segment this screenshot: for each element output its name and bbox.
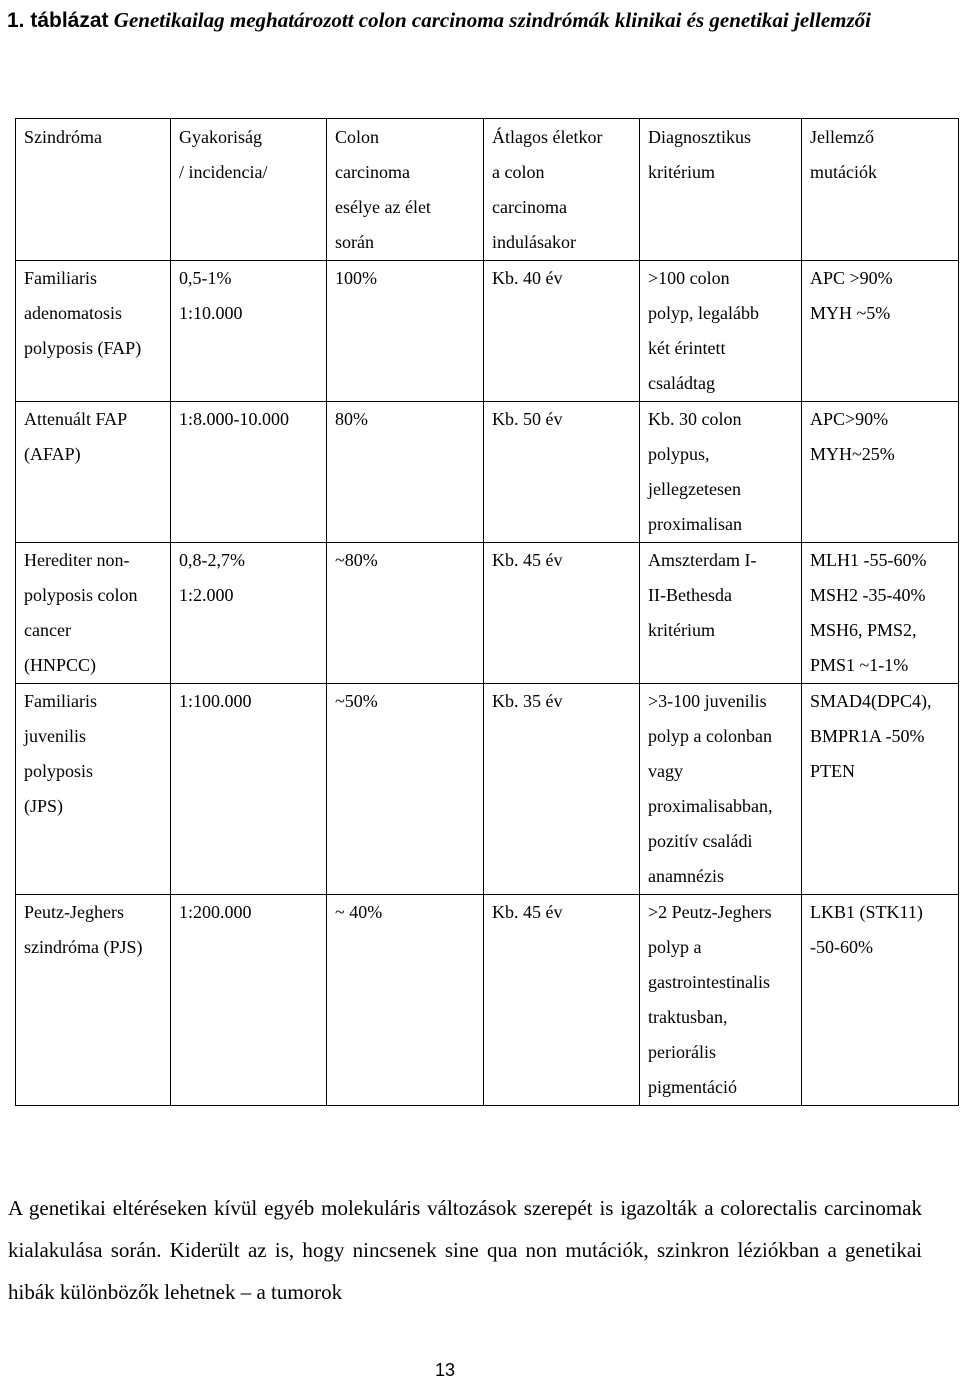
- cell-eletkor: Kb. 40 év: [484, 261, 640, 402]
- body-paragraph: A genetikai eltéréseken kívül egyéb molekuláris változások szerepét is igazolták a colorectalis carcinomak kialakulása során. Kiderült az is, hogy nincsenek sine qua non mutációk, szinkron léziókban a genetikai hibák különbözők lehetnek – a tumorok: [8, 1196, 922, 1304]
- cell-szindroma: Herediter non- polyposis colon cancer (HNPCC): [16, 543, 171, 684]
- header-diagnosztikus-kriterium: Diagnosztikus kritérium: [640, 119, 802, 261]
- cell-gyakorisag: 1:200.000: [171, 895, 327, 1106]
- cell-szindroma: Familiaris juvenilis polyposis (JPS): [16, 684, 171, 895]
- cell-colon-esely: ~50%: [327, 684, 484, 895]
- cell-eletkor: Kb. 50 év: [484, 402, 640, 543]
- table-row: [16, 261, 959, 402]
- cell-mutaciok: APC >90% MYH ~5%: [802, 261, 959, 402]
- cell-szindroma: Familiaris adenomatosis polyposis (FAP): [16, 261, 171, 402]
- header-atlagos-eletkor: Átlagos életkor a colon carcinoma indulásakor: [484, 119, 640, 261]
- cell-kriterium: >2 Peutz-Jeghers polyp a gastrointestinalis traktusban, periorális pigmentáció: [640, 895, 802, 1106]
- cell-mutaciok: SMAD4(DPC4), BMPR1A -50% PTEN: [802, 684, 959, 895]
- cell-eletkor: Kb. 45 év: [484, 543, 640, 684]
- cell-kriterium: >3-100 juvenilis polyp a colonban vagy proximalisabban, pozitív családi anamnézis: [640, 684, 802, 895]
- table-row: [16, 684, 959, 895]
- cell-colon-esely: ~ 40%: [327, 895, 484, 1106]
- cell-mutaciok: APC>90% MYH~25%: [802, 402, 959, 543]
- header-szindroma: Szindróma: [16, 119, 171, 261]
- table-row: [16, 895, 959, 1106]
- cell-mutaciok: MLH1 -55-60% MSH2 -35-40% MSH6, PMS2, PMS1 ~1-1%: [802, 543, 959, 684]
- header-jellemzo-mutaciok: Jellemző mutációk: [802, 119, 959, 261]
- table-caption: Genetikailag meghatározott colon carcinoma szindrómák klinikai és genetikai jellemzői: [113, 8, 871, 32]
- cell-mutaciok: LKB1 (STK11) -50-60%: [802, 895, 959, 1106]
- cell-gyakorisag: 0,8-2,7% 1:2.000: [171, 543, 327, 684]
- table-title: [7, 0, 952, 41]
- header-colon-carcinoma-eselye: Colon carcinoma esélye az élet során: [327, 119, 484, 261]
- table-number: 1. táblázat: [7, 9, 109, 32]
- cell-colon-esely: 80%: [327, 402, 484, 543]
- table-row: [16, 543, 959, 684]
- cell-kriterium: Amszterdam I- II-Bethesda kritérium: [640, 543, 802, 684]
- cell-kriterium: >100 colon polyp, legalább két érintett családtag: [640, 261, 802, 402]
- cell-colon-esely: ~80%: [327, 543, 484, 684]
- cell-gyakorisag: 1:8.000-10.000: [171, 402, 327, 543]
- cell-szindroma: Peutz-Jeghers szindróma (PJS): [16, 895, 171, 1106]
- page-number: 13: [434, 1360, 456, 1380]
- syndrome-table: [15, 118, 959, 1106]
- cell-eletkor: Kb. 35 év: [484, 684, 640, 895]
- cell-gyakorisag: 0,5-1% 1:10.000: [171, 261, 327, 402]
- cell-kriterium: Kb. 30 colon polypus, jellegzetesen proximalisan: [640, 402, 802, 543]
- table-row: [16, 402, 959, 543]
- cell-colon-esely: 100%: [327, 261, 484, 402]
- table-header-row: [16, 119, 959, 261]
- cell-szindroma: Attenuált FAP (AFAP): [16, 402, 171, 543]
- cell-gyakorisag: 1:100.000: [171, 684, 327, 895]
- cell-eletkor: Kb. 45 év: [484, 895, 640, 1106]
- header-gyakorisag: Gyakoriság / incidencia/: [171, 119, 327, 261]
